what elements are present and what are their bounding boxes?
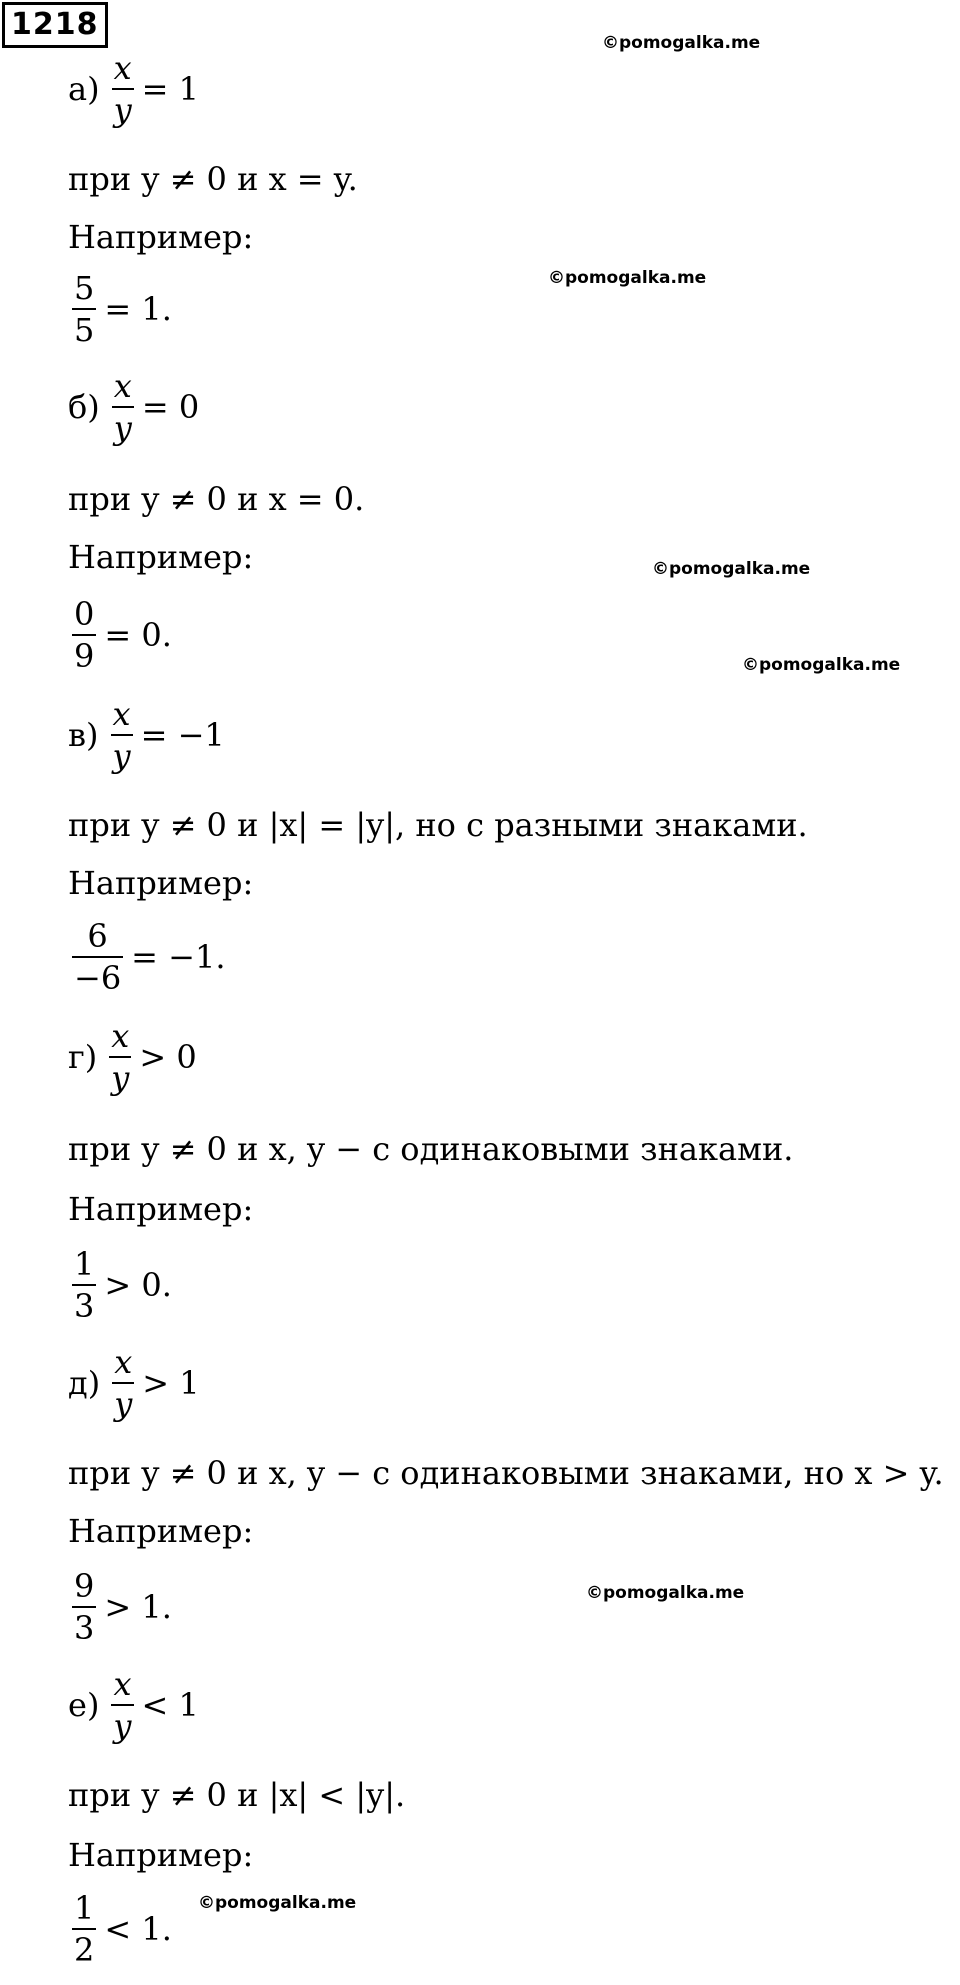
part-a-expression [68,49,199,129]
part-d-expression [68,1017,197,1097]
denominator: −6 [72,956,123,994]
denominator: 2 [72,1928,96,1966]
watermark: ©pomogalka.me [548,268,707,288]
rhs: = −1. [131,938,226,976]
watermark: ©pomogalka.me [742,655,901,675]
part-label: д) [68,1364,101,1402]
numerator: 5 [74,269,95,307]
part-label: а) [68,70,100,108]
part-label: г) [68,1038,98,1076]
part-e-condition: при y ≠ 0 и x, y − с одинаковыми знаками, но x > y. [68,1454,944,1492]
denominator: y [111,734,133,772]
rhs: = 0. [104,616,172,654]
numerator: x [113,367,132,405]
fraction [72,1567,96,1647]
fraction [72,269,96,349]
part-b-example [68,595,172,675]
denominator: 3 [72,1284,96,1322]
denominator: y [109,1056,131,1094]
fraction [72,917,123,997]
rhs: = −1 [140,716,225,754]
part-label: б) [68,388,100,426]
fraction [111,695,133,775]
part-d-example [68,1245,172,1325]
numerator: x [113,1665,132,1703]
part-b-expression [68,367,200,447]
fraction [112,49,134,129]
part-e-example [68,1567,172,1647]
part-f-example-label: Например: [68,1836,254,1874]
part-c-expression [68,695,225,775]
part-label: е) [68,1686,100,1724]
numerator: x [114,1343,133,1381]
rhs: > 1. [104,1588,172,1626]
denominator: y [112,406,134,444]
rhs: = 1 [141,70,199,108]
part-label: в) [68,716,99,754]
numerator: x [113,49,132,87]
denominator: y [112,88,134,126]
fraction [72,595,96,675]
watermark: ©pomogalka.me [198,1893,357,1913]
part-e-expression [68,1343,200,1423]
numerator: x [111,1017,130,1055]
watermark: ©pomogalka.me [602,33,761,53]
rhs: > 0. [104,1266,172,1304]
fraction [111,1665,133,1745]
part-f-condition: при y ≠ 0 и |x| < |y|. [68,1776,406,1814]
rhs: < 1. [104,1910,172,1948]
fraction [72,1889,96,1969]
denominator: 3 [72,1606,96,1644]
fraction [72,1245,96,1325]
denominator: y [111,1704,133,1742]
numerator: 0 [74,595,95,633]
numerator: 6 [87,917,108,955]
rhs: < 1 [141,1686,199,1724]
part-a-example-label: Например: [68,218,254,256]
part-d-condition: при y ≠ 0 и x, y − с одинаковыми знаками. [68,1130,794,1168]
part-b-example-label: Например: [68,538,254,576]
rhs: = 0 [141,388,200,426]
fraction [112,1343,134,1423]
numerator: 9 [74,1567,95,1605]
numerator: x [112,695,131,733]
fraction [109,1017,131,1097]
rhs: > 1 [142,1364,200,1402]
rhs: > 0 [139,1038,197,1076]
part-c-example-label: Например: [68,864,254,902]
numerator: 1 [74,1889,95,1927]
denominator: 9 [72,634,96,672]
part-c-condition: при y ≠ 0 и |x| = |y|, но с разными знаками. [68,806,808,844]
part-a-condition: при y ≠ 0 и x = y. [68,160,358,198]
denominator: y [112,1382,134,1420]
fraction [112,367,134,447]
denominator: 5 [72,308,96,346]
rhs: = 1. [104,290,172,328]
numerator: 1 [74,1245,95,1283]
part-f-example [68,1889,172,1969]
problem-number: 1218 [2,2,108,48]
part-e-example-label: Например: [68,1512,254,1550]
part-b-condition: при y ≠ 0 и x = 0. [68,480,365,518]
watermark: ©pomogalka.me [652,559,811,579]
part-f-expression [68,1665,199,1745]
watermark: ©pomogalka.me [586,1583,745,1603]
part-c-example [68,917,226,997]
part-a-example [68,269,172,349]
part-d-example-label: Например: [68,1190,254,1228]
